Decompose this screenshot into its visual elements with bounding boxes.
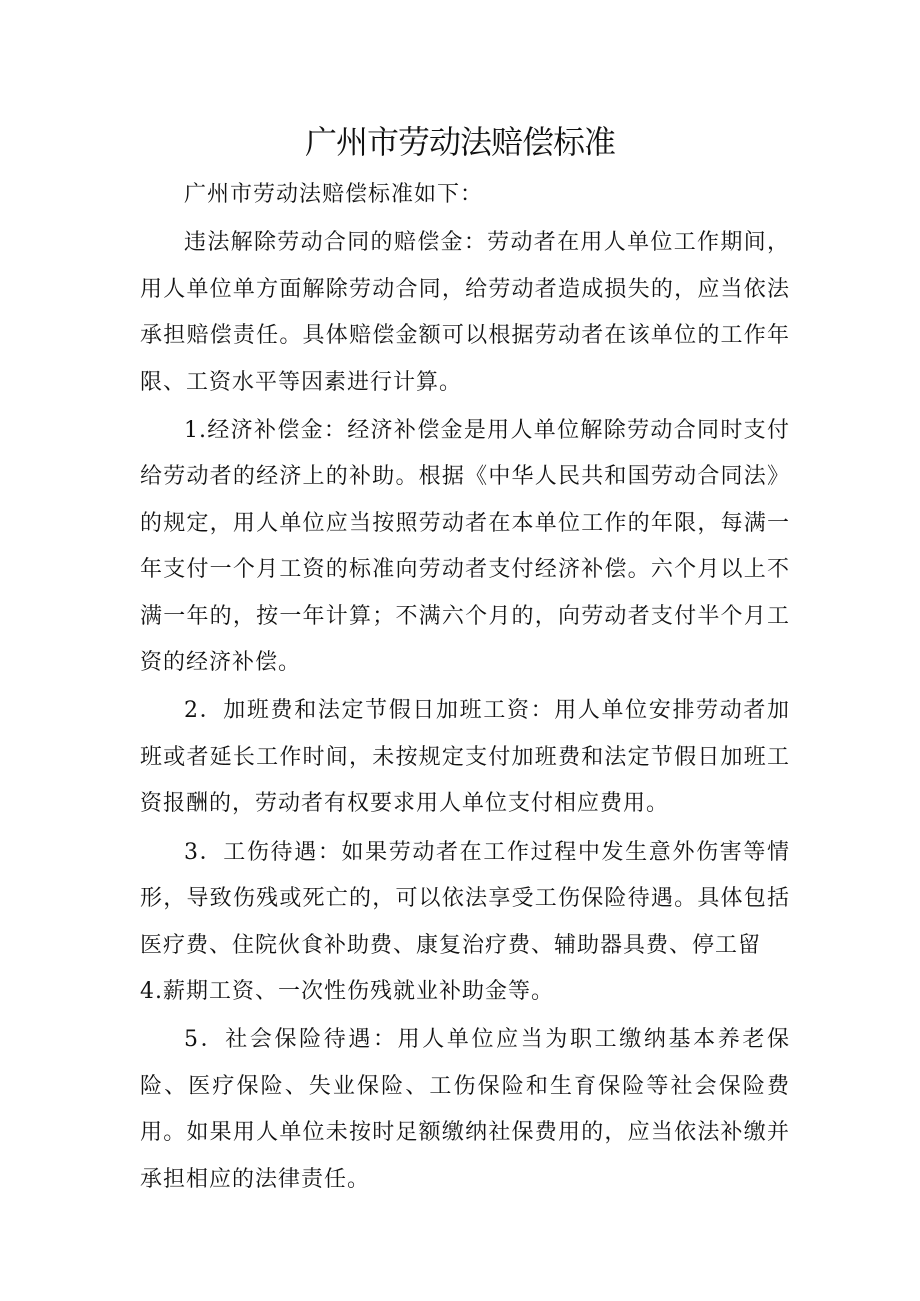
paragraph-work-injury: 3．工伤待遇：如果劳动者在工作过程中发生意外伤害等情形，导致伤残或死亡的，可以依法享受工伤保险待遇。具体包括医疗费、住院伙食补助费、康复治疗费、辅助器具费、停工留 [140, 839, 790, 958]
paragraph-economic-compensation: 1.经济补偿金：经济补偿金是用人单位解除劳动合同时支付给劳动者的经济上的补助。根据《中华人民共和国劳动合同法》的规定，用人单位应当按照劳动者在本单位工作的年限，每满一年支付一个月工资的标准向劳动者支付经济补偿。六个月以上不满一年的，按一年计算；不满六个月的，向劳动者支付半个月工资的经济补偿。 [140, 418, 790, 676]
document-body [140, 172, 790, 1205]
paragraph-work-injury-continued: 4.薪期工资、一次性伤残就业补助金等。 [140, 978, 554, 1004]
paragraph-illegal-termination: 违法解除劳动合同的赔偿金：劳动者在用人单位工作期间，用人单位单方面解除劳动合同，给劳动者造成损失的，应当依法承担赔偿责任。具体赔偿金额可以根据劳动者在该单位的工作年限、工资水平等因素进行计算。 [140, 230, 790, 395]
document-title: 广州市劳动法赔偿标准 [304, 123, 615, 161]
paragraph-intro: 广州市劳动法赔偿标准如下： [184, 182, 484, 207]
paragraph-overtime-pay: 2．加班费和法定节假日加班工资：用人单位安排劳动者加班或者延长工作时间，未按规定支付加班费和法定节假日加班工资报酬的，劳动者有权要求用人单位支付相应费用。 [140, 698, 790, 817]
paragraph-social-insurance: 5．社会保险待遇：用人单位应当为职工缴纳基本养老保险、医疗保险、失业保险、工伤保险和生育保险等社会保险费用。如果用人单位未按时足额缴纳社保费用的，应当依法补缴并承担相应的法律责任。 [140, 1027, 790, 1192]
